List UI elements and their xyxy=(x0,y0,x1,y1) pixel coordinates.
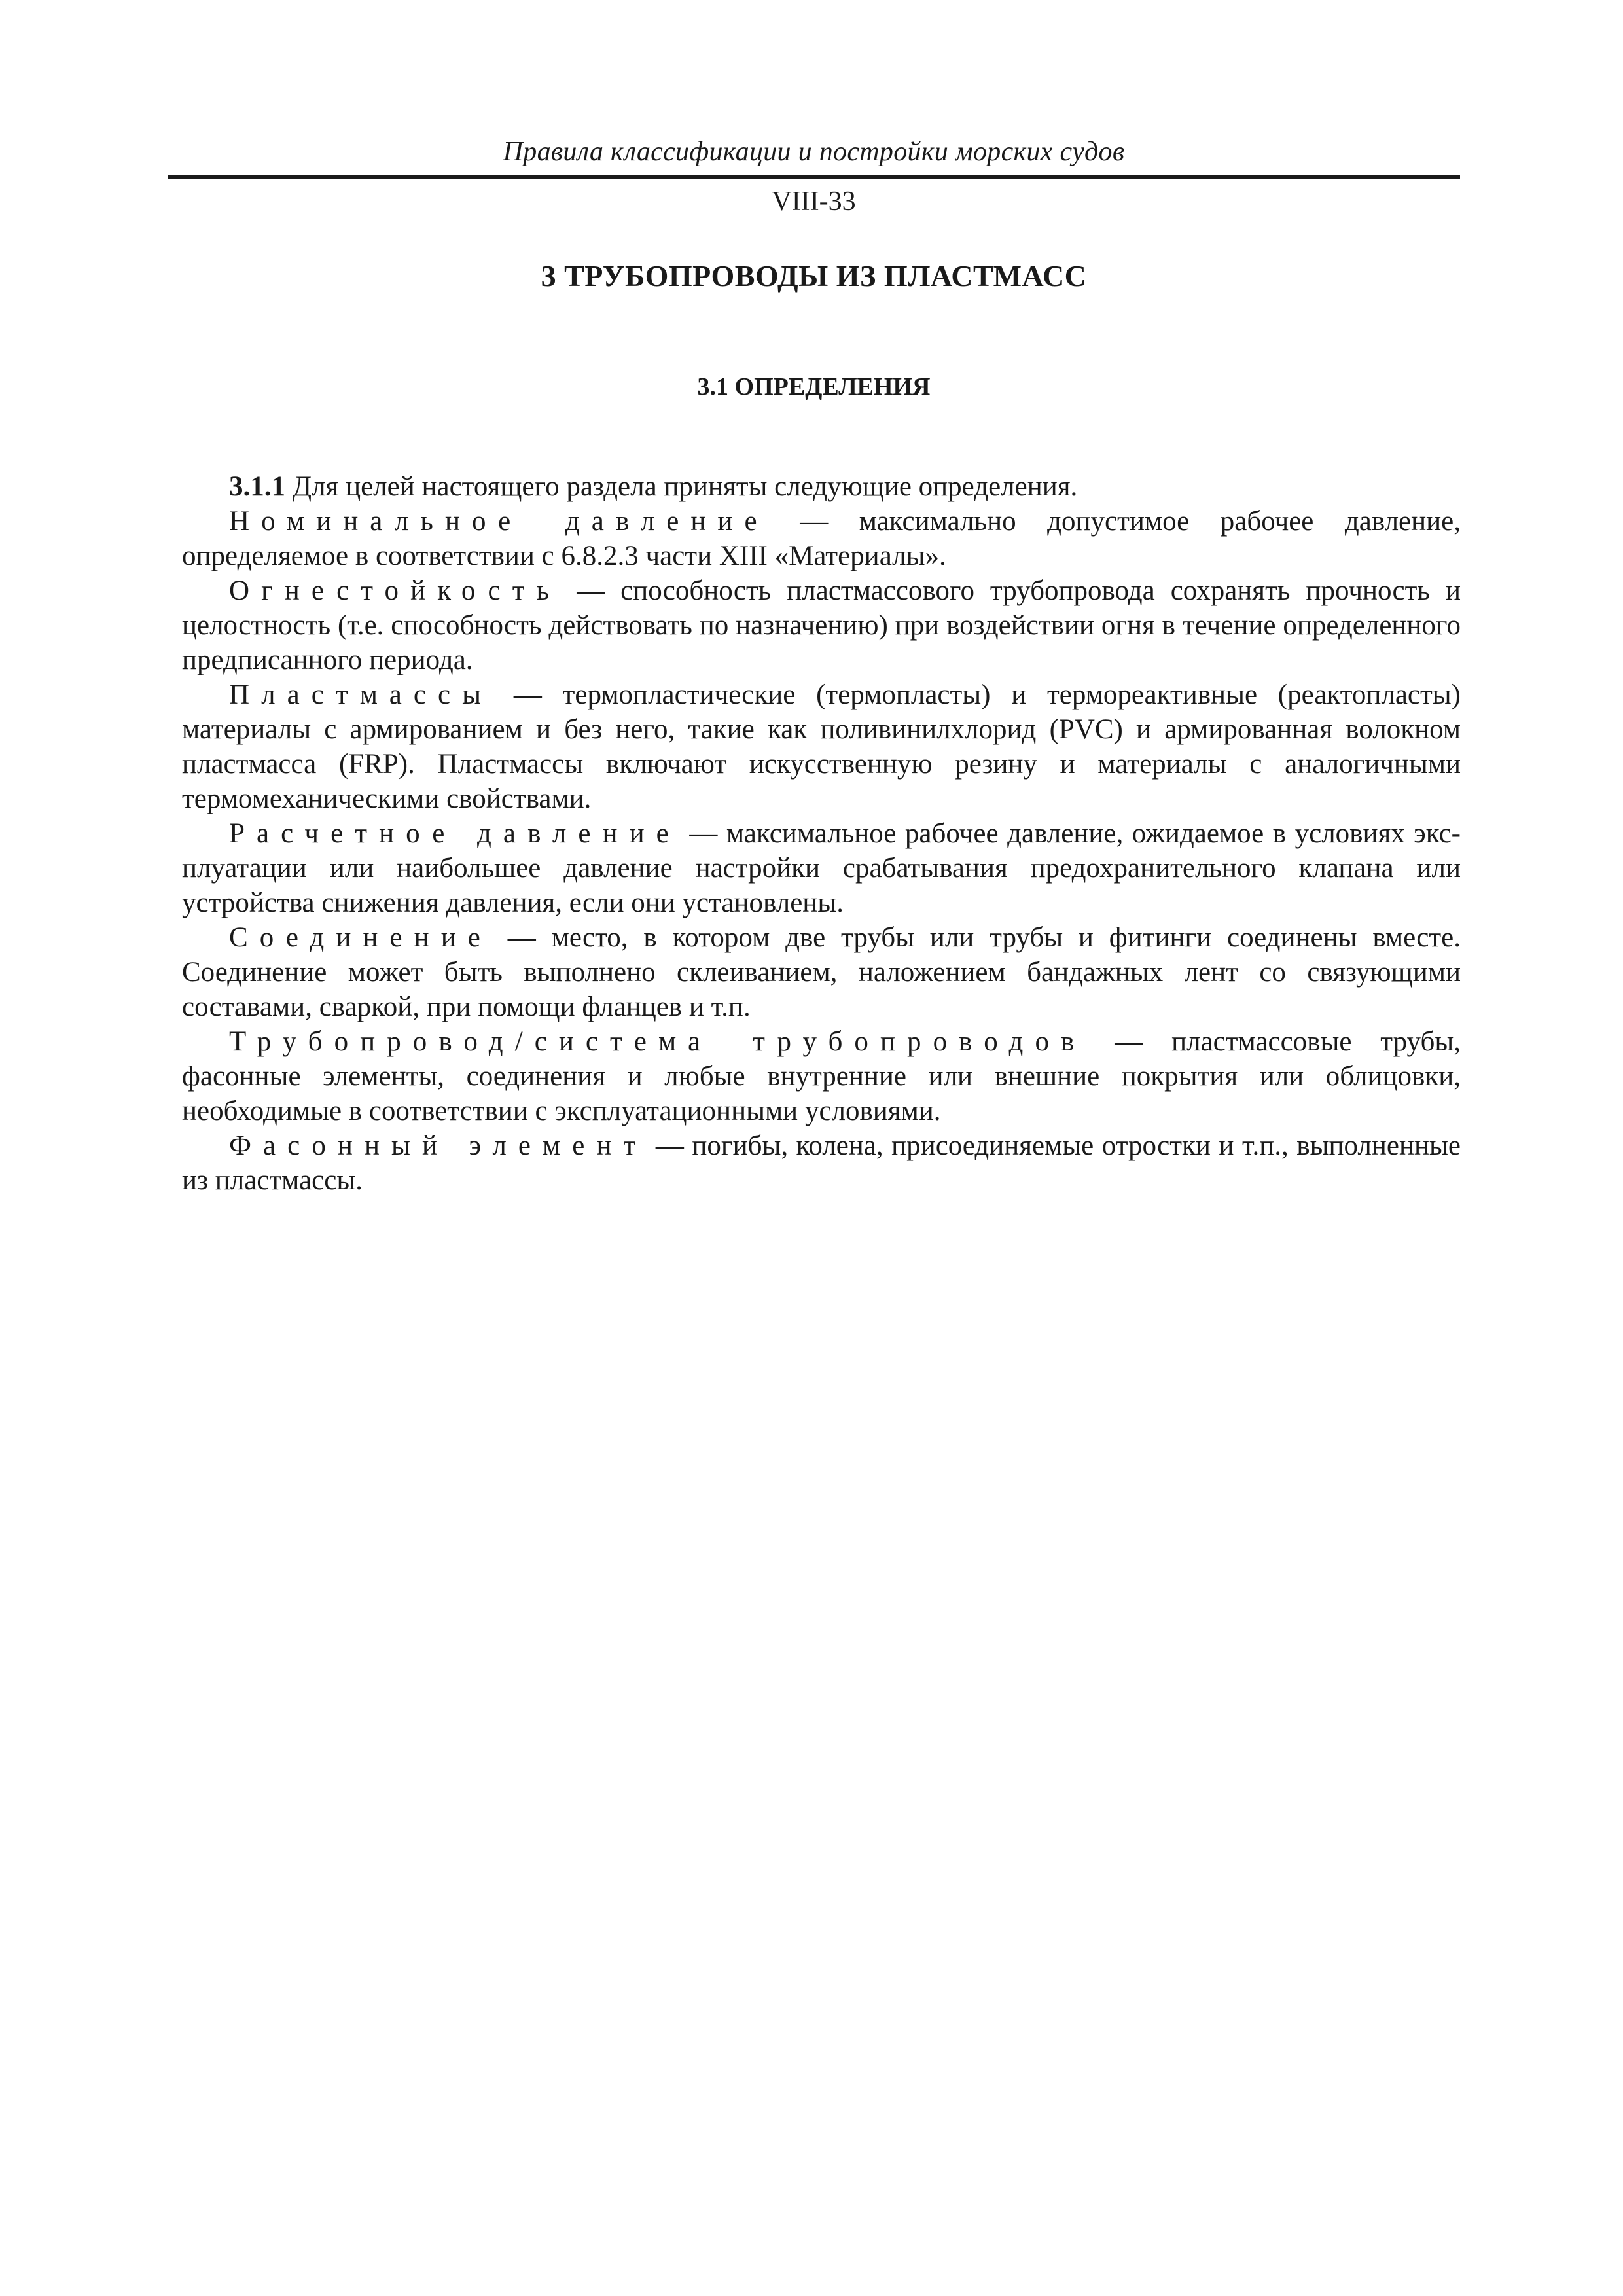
intro-paragraph xyxy=(182,469,1461,504)
running-header: Правила классификации и постройки морских судов xyxy=(503,137,1125,167)
definition-text: — место, в котором две трубы или трубы и фитинги соединены вместе. Соединение может быть выполнено склеиванием, наложением бандажных лент со связующими составами, сваркой, при помощи фланцев и т.п. xyxy=(182,922,1461,1022)
chapter-title: 3 ТРУБОПРОВОДЫ ИЗ ПЛАСТМАСС xyxy=(541,259,1087,293)
definition-term: Расчетное давление xyxy=(229,818,681,849)
definition-paragraph xyxy=(182,677,1461,816)
definition-text: — максимально допустимое рабочее давление, определяемое в соответствии с 6.8.2.3 части XIII «Материалы». xyxy=(182,506,1461,571)
definition-text: — способность пластмассового трубопровода сохранять прочность и целостность (т.е. способность действовать по назначению) при воздействии огня в течение определенного предписанного периода. xyxy=(182,575,1461,675)
definition-paragraph xyxy=(182,573,1461,677)
definition-text: — пластмассовые трубы, фасонные элементы, соединения и любые внутренние или внешние покрытия или облицовки, необходимые в соответствии с эксплуатационными условиями. xyxy=(182,1026,1461,1126)
definition-paragraph xyxy=(182,920,1461,1024)
definition-term: Трубопровод/система трубопроводов xyxy=(229,1026,1086,1057)
definition-term: Огнестойкость xyxy=(229,575,562,606)
definition-paragraph xyxy=(182,504,1461,573)
definition-term: Соединение xyxy=(229,922,492,953)
definition-paragraph xyxy=(182,816,1461,920)
clause-number: 3.1.1 xyxy=(229,471,285,502)
definition-text: — термопластические (термопласты) и термореактивные (реактопласты) материалы с армированием и без него, такие как поливинилхлорид (PVC) и армированная волокном пластмасса (FRP). Пластмассы включают искусственную резину и материалы с аналогичными термомеханическими свойствами. xyxy=(182,679,1461,814)
definition-term: Номинальное давление xyxy=(229,506,769,537)
definition-text: — погибы, колена, присоединяемые отростки и т.п., выполненные из пластмассы. xyxy=(182,1130,1461,1196)
section-title: 3.1 ОПРЕДЕЛЕНИЯ xyxy=(697,373,931,401)
body-text xyxy=(182,469,1461,1198)
intro-text: Для целей настоящего раздела приняты следующие определения. xyxy=(285,471,1078,502)
page-number: VIII-33 xyxy=(772,187,856,217)
definition-paragraph xyxy=(182,1024,1461,1128)
definition-paragraph xyxy=(182,1128,1461,1198)
definition-text: — максимальное рабочее давление, ожидаемое в условиях эксплуатации или наибольшее давление настройки срабатывания предохранительного клапана или устройства снижения давления, если они установлены. xyxy=(182,818,1461,918)
header-rule xyxy=(168,175,1460,179)
definition-term: Фасонный элемент xyxy=(229,1130,648,1161)
definition-term: Пластмассы xyxy=(229,679,493,710)
